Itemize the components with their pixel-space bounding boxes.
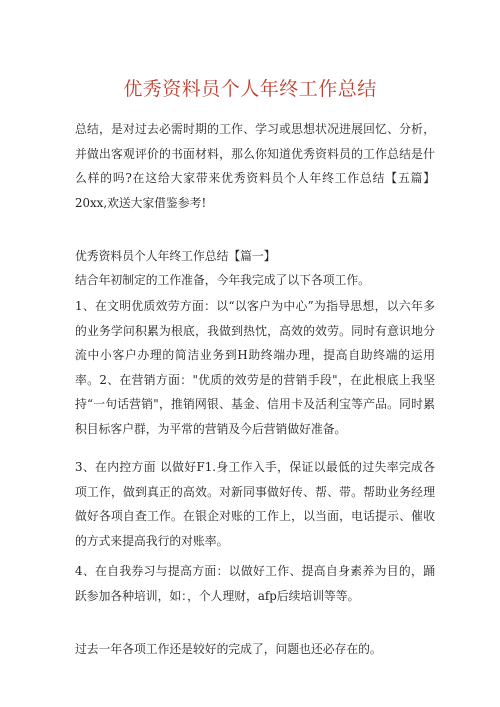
document-title: 优秀资料员个人年终工作总结 — [123, 78, 377, 100]
body-paragraph-1: 结合年初制定的工作准备，今年我完成了以下各项工作。 — [75, 273, 370, 287]
section-heading: 优秀资料员个人年终工作总结【篇一】 — [75, 249, 276, 263]
body-paragraph-3: 3、在内控方面 以做好F1.身工作入手，保证以最低的过失率完成各项工作，做到真正的高效。对新同事做好传、帮、带。帮助业务经理做好各项自查工作。在银企对账的工作上，以当面，电话提示、催收的方式来提高我行的对账率。 — [75, 460, 435, 548]
body-paragraph-2: 1、在文明优质效劳方面：以“以客户为中心”为指导思想，以六年多的业务学问积累为根底，我做到热忱，高效的效劳。同时有意识地分流中小客户办理的简洁业务到H助终端办理，提高自助终端的运用率。2、在营销方面："优质的效劳是的营销手段"，在此根底上我坚持“一句话营销"，推销网银、基金、信用卡及活利宝等产品。同时累积目标客户群，为平常的营销及今后营销做好准备。 — [75, 299, 435, 436]
intro-paragraph: 总结，是对过去必需时期的工作、学习或思想状况进展回忆、分析，并做出客观评价的书面材料，那么你知道优秀资料员的工作总结是什么样的吗?在这给大家带来优秀资料员个人年终工作总结【五篇】20xx,欢送大家借鉴参考! — [75, 122, 435, 210]
body-paragraph-4: 4、在自我券习与提高方面：以做好工作、提高自身素养为目的，踊跃参加各种培训，如：，个人理财，afp后续培训等等。 — [75, 564, 435, 603]
body-paragraph-5: 过去一年各项工作还是较好的完成了，问题也还必存在的。 — [75, 642, 382, 656]
